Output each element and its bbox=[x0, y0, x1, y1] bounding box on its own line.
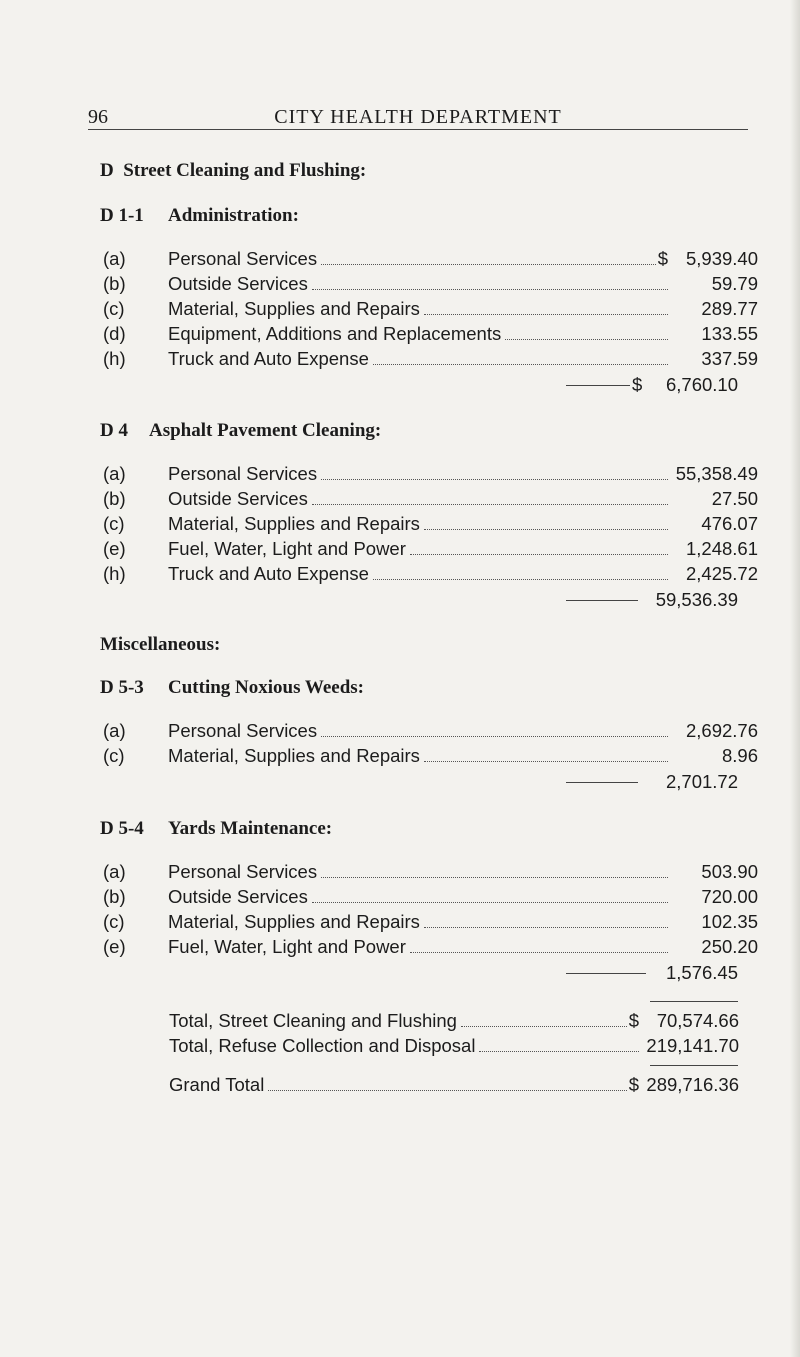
group-subtotal bbox=[566, 771, 746, 795]
total-amount: 70,574.66 bbox=[656, 1010, 739, 1031]
group-code: D 4 bbox=[100, 420, 128, 441]
item-amount: 27.50 bbox=[711, 488, 758, 509]
item-amount: 503.90 bbox=[701, 861, 758, 882]
dot-leader bbox=[312, 902, 668, 903]
subtotal-rule bbox=[566, 782, 638, 783]
group-heading-noxious-weeds bbox=[100, 677, 364, 699]
group-heading-asphalt bbox=[100, 420, 381, 442]
item-description bbox=[168, 720, 668, 742]
total-description bbox=[169, 1074, 639, 1096]
line-item bbox=[103, 886, 758, 910]
item-amount: 250.20 bbox=[701, 936, 758, 957]
item-letter: (c) bbox=[103, 513, 125, 534]
page-number: 96 bbox=[88, 106, 108, 128]
item-label: Outside Services bbox=[168, 273, 308, 294]
subtotal-amount: 59,536.39 bbox=[655, 589, 738, 610]
dot-leader bbox=[321, 264, 656, 265]
item-description bbox=[168, 488, 668, 510]
group-subtotal bbox=[566, 374, 746, 398]
dot-leader bbox=[373, 579, 668, 580]
item-label: Material, Supplies and Repairs bbox=[168, 745, 420, 766]
dot-leader bbox=[268, 1090, 626, 1091]
subtotal-amount: 1,576.45 bbox=[665, 962, 738, 983]
dot-leader bbox=[424, 761, 668, 762]
item-label: Material, Supplies and Repairs bbox=[168, 513, 420, 534]
line-item bbox=[103, 323, 758, 347]
dot-leader bbox=[312, 504, 668, 505]
item-letter: (b) bbox=[103, 886, 126, 907]
line-item bbox=[103, 861, 758, 885]
item-amount: 1,248.61 bbox=[685, 538, 758, 559]
item-letter: (a) bbox=[103, 720, 126, 741]
group-code: D 5-4 bbox=[100, 818, 144, 839]
item-label: Fuel, Water, Light and Power bbox=[168, 538, 406, 559]
total-label: Total, Refuse Collection and Disposal bbox=[169, 1035, 476, 1056]
dot-leader bbox=[373, 364, 668, 365]
item-letter: (b) bbox=[103, 488, 126, 509]
item-label: Truck and Auto Expense bbox=[168, 348, 369, 369]
item-letter: (a) bbox=[103, 861, 126, 882]
group-code: D 1-1 bbox=[100, 205, 144, 226]
line-item bbox=[103, 936, 758, 960]
line-item bbox=[103, 745, 758, 769]
line-item bbox=[103, 463, 758, 487]
item-label: Personal Services bbox=[168, 720, 318, 741]
item-letter: (c) bbox=[103, 911, 125, 932]
item-amount: 59.79 bbox=[711, 273, 758, 294]
dot-leader bbox=[410, 952, 668, 953]
group-heading-miscellaneous bbox=[100, 634, 220, 656]
dot-leader bbox=[321, 479, 668, 480]
item-letter: (e) bbox=[103, 936, 126, 957]
item-amount: 2,425.72 bbox=[685, 563, 758, 584]
item-label: Material, Supplies and Repairs bbox=[168, 298, 420, 319]
page-edge-shadow bbox=[790, 0, 800, 1357]
item-amount: 133.55 bbox=[701, 323, 758, 344]
item-label: Personal Services bbox=[168, 861, 318, 882]
line-item bbox=[103, 538, 758, 562]
item-label: Personal Services bbox=[168, 463, 318, 484]
line-item bbox=[103, 298, 758, 322]
item-label: Personal Services bbox=[168, 248, 318, 269]
item-amount: 55,358.49 bbox=[675, 463, 758, 484]
section-code: D bbox=[100, 160, 114, 181]
group-code: D 5-3 bbox=[100, 677, 144, 698]
item-amount: 2,692.76 bbox=[685, 720, 758, 741]
item-description bbox=[168, 886, 668, 908]
dollar-sign: $ bbox=[628, 1074, 639, 1095]
running-title: CITY HEALTH DEPARTMENT bbox=[274, 106, 562, 128]
item-letter: (h) bbox=[103, 563, 126, 584]
group-subtotal bbox=[566, 962, 746, 986]
item-label: Truck and Auto Expense bbox=[168, 563, 369, 584]
item-description bbox=[168, 513, 668, 535]
dot-leader bbox=[479, 1051, 639, 1052]
dot-leader bbox=[410, 554, 668, 555]
item-label: Outside Services bbox=[168, 488, 308, 509]
item-letter: (d) bbox=[103, 323, 126, 344]
total-street-cleaning bbox=[169, 1010, 739, 1034]
dot-leader bbox=[461, 1026, 627, 1027]
item-letter: (h) bbox=[103, 348, 126, 369]
item-amount: 720.00 bbox=[701, 886, 758, 907]
item-label: Equipment, Additions and Replacements bbox=[168, 323, 502, 344]
line-item bbox=[103, 911, 758, 935]
subtotal-amount: 6,760.10 bbox=[665, 374, 738, 395]
header-rule bbox=[88, 129, 748, 130]
item-amount: 8.96 bbox=[721, 745, 758, 766]
item-amount: 102.35 bbox=[701, 911, 758, 932]
item-description bbox=[168, 323, 668, 345]
total-description bbox=[169, 1035, 639, 1057]
line-item bbox=[103, 720, 758, 744]
item-letter: (c) bbox=[103, 745, 125, 766]
item-description bbox=[168, 936, 668, 958]
subtotal-amount: 2,701.72 bbox=[665, 771, 738, 792]
line-item bbox=[103, 273, 758, 297]
total-amount: 219,141.70 bbox=[646, 1035, 739, 1056]
item-description bbox=[168, 348, 668, 370]
item-amount: 476.07 bbox=[701, 513, 758, 534]
item-description bbox=[168, 463, 668, 485]
item-description bbox=[168, 273, 668, 295]
section-title: Street Cleaning and Flushing: bbox=[123, 160, 367, 181]
item-letter: (a) bbox=[103, 248, 126, 269]
group-heading-administration bbox=[100, 205, 299, 227]
line-item bbox=[103, 248, 758, 272]
item-description bbox=[168, 861, 668, 883]
item-letter: (a) bbox=[103, 463, 126, 484]
group-title: Asphalt Pavement Cleaning: bbox=[149, 420, 382, 441]
subtotal-rule bbox=[566, 973, 646, 974]
dot-leader bbox=[321, 877, 668, 878]
group-title: Yards Maintenance: bbox=[168, 818, 333, 839]
dollar-sign: $ bbox=[628, 1010, 639, 1031]
subtotal-rule bbox=[566, 600, 638, 601]
section-heading bbox=[100, 160, 366, 182]
dollar-sign: $ bbox=[657, 248, 668, 269]
grand-total bbox=[169, 1074, 739, 1098]
item-label: Material, Supplies and Repairs bbox=[168, 911, 420, 932]
group-subtotal bbox=[566, 589, 746, 613]
grand-total-label: Grand Total bbox=[169, 1074, 265, 1095]
dot-leader bbox=[321, 736, 668, 737]
grand-total-amount: 289,716.36 bbox=[646, 1074, 739, 1095]
totals-rule bbox=[650, 1001, 738, 1002]
item-label: Fuel, Water, Light and Power bbox=[168, 936, 406, 957]
dot-leader bbox=[505, 339, 668, 340]
group-title: Administration: bbox=[168, 205, 299, 226]
item-description bbox=[168, 298, 668, 320]
item-description bbox=[168, 538, 668, 560]
item-letter: (b) bbox=[103, 273, 126, 294]
subtotal-rule bbox=[566, 385, 630, 386]
group-title: Cutting Noxious Weeds: bbox=[168, 677, 365, 698]
item-amount: 5,939.40 bbox=[685, 248, 758, 269]
grand-total-rule bbox=[650, 1065, 738, 1066]
item-amount: 289.77 bbox=[701, 298, 758, 319]
item-description bbox=[168, 563, 668, 585]
line-item bbox=[103, 563, 758, 587]
total-refuse-collection bbox=[169, 1035, 739, 1059]
total-label: Total, Street Cleaning and Flushing bbox=[169, 1010, 457, 1031]
item-description bbox=[168, 248, 668, 270]
dot-leader bbox=[424, 927, 668, 928]
item-description bbox=[168, 911, 668, 933]
group-heading-yards bbox=[100, 818, 332, 840]
item-amount: 337.59 bbox=[701, 348, 758, 369]
dot-leader bbox=[424, 314, 668, 315]
dot-leader bbox=[424, 529, 668, 530]
item-description bbox=[168, 745, 668, 767]
line-item bbox=[103, 348, 758, 372]
item-letter: (c) bbox=[103, 298, 125, 319]
item-label: Outside Services bbox=[168, 886, 308, 907]
line-item bbox=[103, 488, 758, 512]
dollar-sign: $ bbox=[632, 374, 643, 395]
total-description bbox=[169, 1010, 639, 1032]
dot-leader bbox=[312, 289, 668, 290]
item-letter: (e) bbox=[103, 538, 126, 559]
group-title: Miscellaneous: bbox=[100, 634, 221, 655]
line-item bbox=[103, 513, 758, 537]
